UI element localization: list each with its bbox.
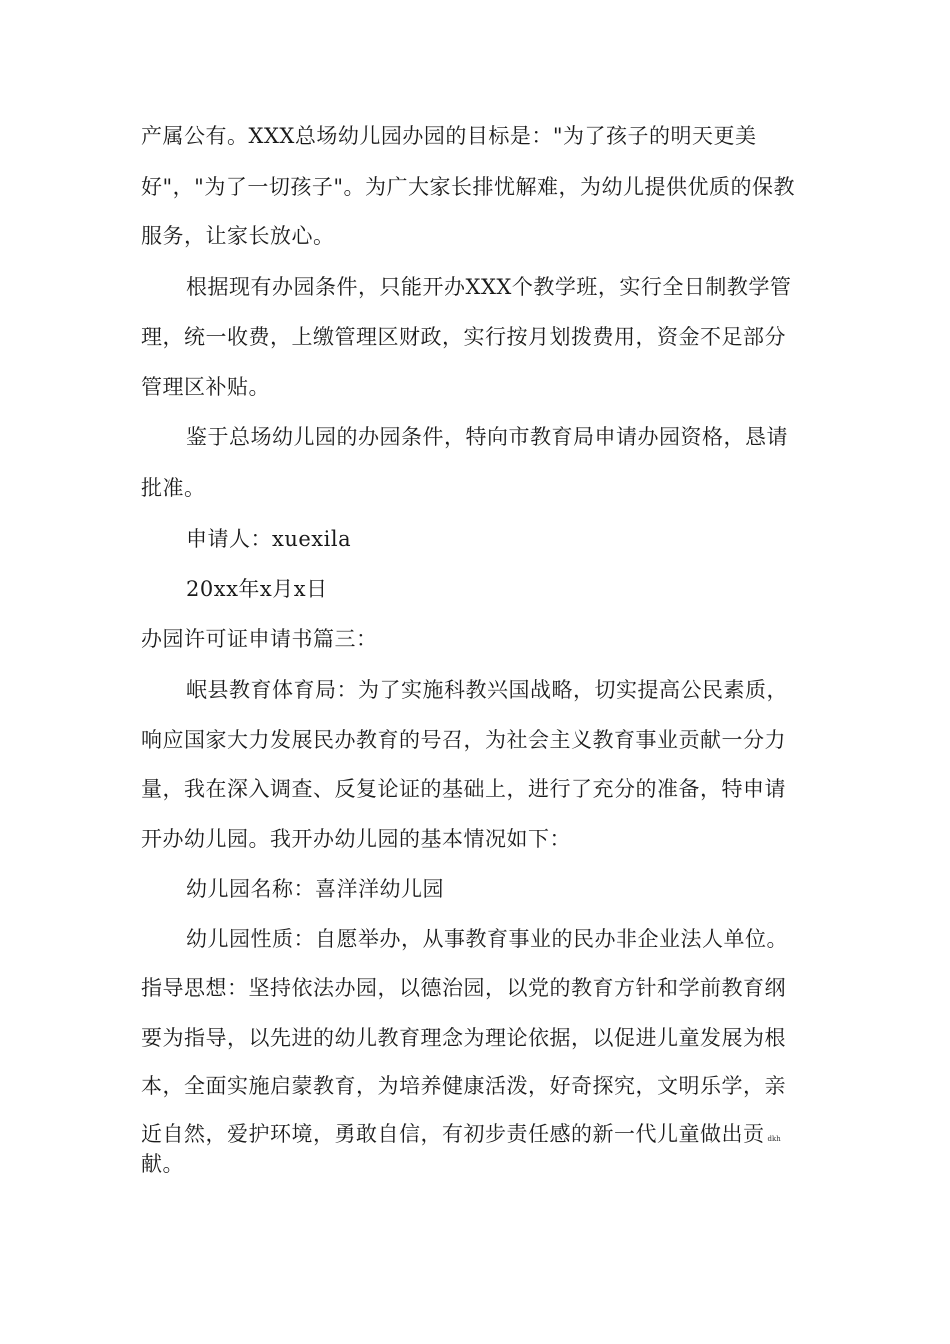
date-line: 20xx年x月x日 (186, 577, 328, 601)
text-line: 批准。 (141, 476, 206, 500)
text-line: 幼儿园名称：喜洋洋幼儿园 (186, 877, 444, 901)
text-line-content: 近自然，爱护环境，勇敢自信，有初步责任感的新一代儿童做出贡 (141, 1122, 765, 1146)
text-line: 产属公有。XXX总场幼儿园办园的目标是："为了孩子的明天更美 (141, 124, 757, 148)
text-line: 管理区补贴。 (141, 375, 270, 399)
text-line: 开办幼儿园。我开办幼儿园的基本情况如下： (141, 827, 571, 851)
text-line: 理，统一收费，上缴管理区财政，实行按月划拨费用，资金不足部分 (141, 325, 786, 349)
text-line: 献。 (141, 1152, 184, 1176)
text-line: 响应国家大力发展民办教育的号召，为社会主义教育事业贡献一分力 (141, 728, 786, 752)
text-line: 好"，"为了一切孩子"。为广大家长排忧解难，为幼儿提供优质的保教 (141, 175, 795, 199)
applicant-line: 申请人：xuexila (186, 527, 352, 551)
section-heading: 办园许可证申请书篇三： (141, 627, 378, 651)
text-line: 指导思想：坚持依法办园，以德治园，以党的教育方针和学前教育纲 (141, 976, 786, 1000)
text-line: 幼儿园性质：自愿举办，从事教育事业的民办非企业法人单位。 (186, 927, 788, 951)
text-line: 鉴于总场幼儿园的办园条件，特向市教育局申请办园资格，恳请 (186, 425, 788, 449)
text-line: 根据现有办园条件，只能开办XXX个教学班，实行全日制教学管 (186, 275, 792, 299)
text-line: 量，我在深入调查、反复论证的基础上，进行了充分的准备，特申请 (141, 777, 786, 801)
text-line: 服务，让家长放心。 (141, 224, 335, 248)
text-line: 本，全面实施启蒙教育，为培养健康活泼，好奇探究，文明乐学，亲 (141, 1074, 786, 1098)
footnote-tag: dkh (767, 1135, 781, 1143)
text-line: 要为指导，以先进的幼儿教育理念为理论依据，以促进儿童发展为根 (141, 1026, 786, 1050)
text-line: 岷县教育体育局：为了实施科教兴国战略，切实提高公民素质， (186, 678, 788, 702)
text-line (141, 1120, 781, 1153)
